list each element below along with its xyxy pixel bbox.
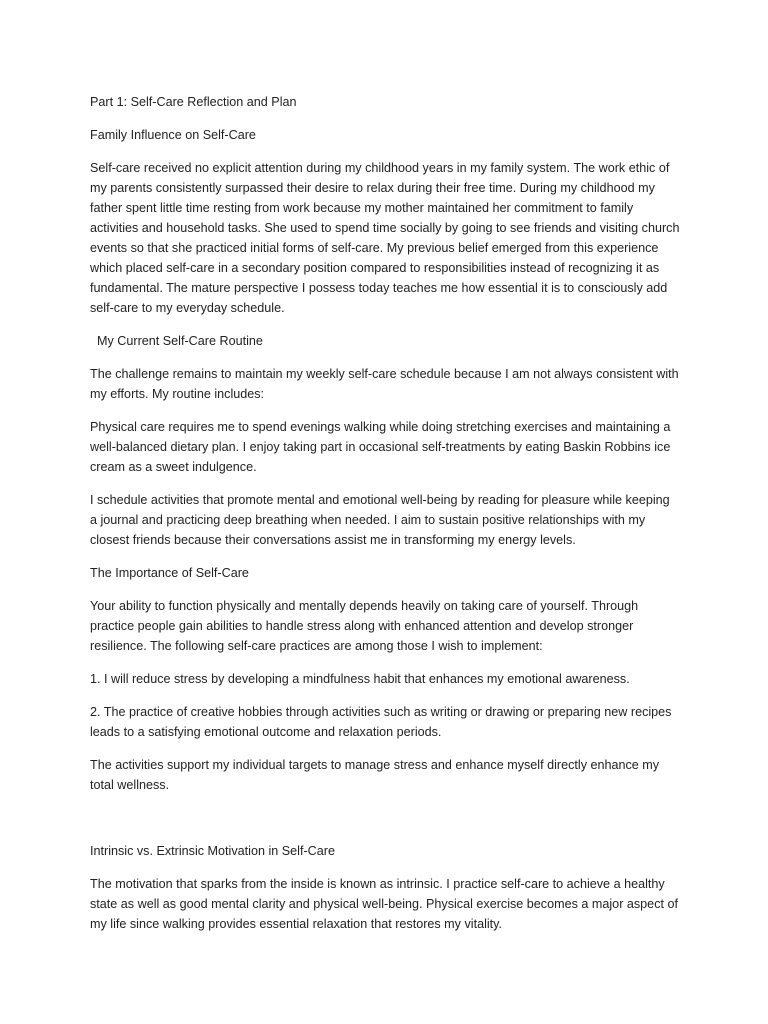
document-title: Part 1: Self-Care Reflection and Plan: [90, 95, 297, 109]
routine-heading: My Current Self-Care Routine: [97, 334, 263, 348]
importance-list-item-1: 1. I will reduce stress by developing a mindfulness habit that enhances my emotional awareness.: [90, 672, 630, 686]
section-spacer: [90, 808, 680, 841]
importance-closing-paragraph: The activities support my individual targets to manage stress and enhance myself directly enhance my total wellness.: [90, 758, 660, 792]
routine-intro-paragraph: The challenge remains to maintain my weekly self-care schedule because I am not always consistent with my efforts. My routine includes:: [90, 367, 679, 401]
routine-mental-paragraph: I schedule activities that promote mental and emotional well-being by reading for pleasure while keeping a journal and practicing deep breathing when needed. I aim to sustain positive relationships with my closest friends because their conversations assist me in transforming my energy levels.: [90, 493, 670, 547]
document-page: [90, 92, 680, 947]
importance-list-item-2: 2. The practice of creative hobbies through activities such as writing or drawing or preparing new recipes leads to a satisfying emotional outcome and relaxation periods.: [90, 705, 672, 739]
importance-heading: The Importance of Self-Care: [90, 566, 249, 580]
motivation-paragraph: The motivation that sparks from the inside is known as intrinsic. I practice self-care to achieve a healthy state as well as good mental clarity and physical well-being. Physical exercise becomes a major aspect of my life since walking provides essential relaxation that restores my vitality.: [90, 877, 678, 931]
motivation-heading: Intrinsic vs. Extrinsic Motivation in Self-Care: [90, 844, 335, 858]
routine-physical-paragraph: Physical care requires me to spend evenings walking while doing stretching exercises and maintaining a well-balanced dietary plan. I enjoy taking part in occasional self-treatments by eating Baskin Robbins ice cream as a sweet indulgence.: [90, 420, 671, 474]
family-heading: Family Influence on Self-Care: [90, 128, 256, 142]
importance-paragraph: Your ability to function physically and mentally depends heavily on taking care of yourself. Through practice people gain abilities to handle stress along with enhanced attention and develop stronger resilience. The following self-care practices are among those I wish to implement:: [90, 599, 639, 653]
family-paragraph: Self-care received no explicit attention during my childhood years in my family system. The work ethic of my parents consistently surpassed their desire to relax during their free time. During my childhood my father spent little time resting from work because my mother maintained her commitment to family activities and household tasks. She used to spend time socially by going to see friends and visiting church events so that she practiced initial forms of self-care. My previous belief emerged from this experience which placed self-care in a secondary position compared to responsibilities instead of recognizing it as fundamental. The mature perspective I possess today teaches me how essential it is to consciously add self-care to my everyday schedule.: [90, 161, 680, 315]
